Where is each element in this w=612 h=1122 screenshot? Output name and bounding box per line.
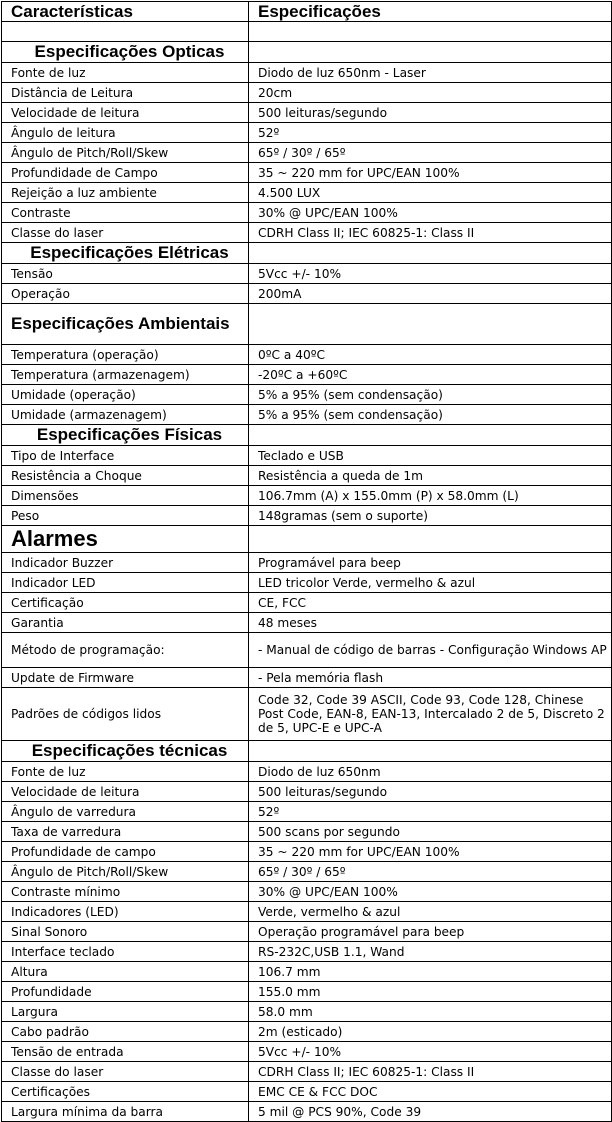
table-row — [2, 183, 612, 203]
specification-cell: 30% @ UPC/EAN 100% — [249, 882, 612, 902]
characteristic-cell: Indicador LED — [2, 573, 249, 593]
table-row — [2, 123, 612, 143]
table-row — [2, 553, 612, 573]
specification-cell: Verde, vermelho & azul — [249, 902, 612, 922]
table-row — [2, 345, 612, 365]
table-row — [2, 633, 612, 668]
section-empty-cell — [249, 304, 612, 345]
characteristic-cell: Fonte de luz — [2, 762, 249, 782]
specification-cell: CDRH Class II; IEC 60825-1: Class II — [249, 223, 612, 243]
section-header-row — [2, 425, 612, 446]
specification-cell: 5Vcc +/- 10% — [249, 1042, 612, 1062]
section-title: Especificações Elétricas — [2, 243, 249, 264]
table-row — [2, 688, 612, 741]
table-row — [2, 1082, 612, 1102]
table-row — [2, 1042, 612, 1062]
table-row — [2, 782, 612, 802]
specification-cell: Code 32, Code 39 ASCII, Code 93, Code 128, Chinese Post Code, EAN-8, EAN-13, Intercalado 2 de 5, Discreto 2 de 5, UPC-E e UPC-A — [249, 688, 612, 741]
section-header-row — [2, 304, 612, 345]
table-row — [2, 1102, 612, 1122]
specification-cell: Programável para beep — [249, 553, 612, 573]
characteristic-cell: Rejeição a luz ambiente — [2, 183, 249, 203]
characteristic-cell: Ângulo de Pitch/Roll/Skew — [2, 143, 249, 163]
specification-cell: - Manual de código de barras - Configuração Windows AP — [249, 633, 612, 668]
specification-cell: 500 scans por segundo — [249, 822, 612, 842]
specification-cell: Operação programável para beep — [249, 922, 612, 942]
specifications-table-body — [2, 2, 612, 1122]
section-header-row — [2, 243, 612, 264]
specification-cell: -20ºC a +60ºC — [249, 365, 612, 385]
characteristic-cell: Ângulo de Pitch/Roll/Skew — [2, 862, 249, 882]
table-row — [2, 63, 612, 83]
section-header-row — [2, 741, 612, 762]
specification-cell: 4.500 LUX — [249, 183, 612, 203]
table-row — [2, 1062, 612, 1082]
table-row — [2, 962, 612, 982]
specification-cell: CDRH Class II; IEC 60825-1: Class II — [249, 1062, 612, 1082]
table-row — [2, 365, 612, 385]
characteristic-cell: Certificação — [2, 593, 249, 613]
characteristic-cell: Fonte de luz — [2, 63, 249, 83]
specification-cell: 2m (esticado) — [249, 1022, 612, 1042]
characteristic-cell: Padrões de códigos lidos — [2, 688, 249, 741]
specification-cell: 200mA — [249, 284, 612, 304]
characteristic-cell: Temperatura (armazenagem) — [2, 365, 249, 385]
table-row — [2, 1002, 612, 1022]
specification-cell: 65º / 30º / 65º — [249, 862, 612, 882]
table-row — [2, 762, 612, 782]
specification-cell: Resistência a queda de 1m — [249, 466, 612, 486]
characteristic-cell: Contraste — [2, 203, 249, 223]
specification-cell: 106.7mm (A) x 155.0mm (P) x 58.0mm (L) — [249, 486, 612, 506]
specification-cell: Diodo de luz 650nm - Laser — [249, 63, 612, 83]
table-row — [2, 573, 612, 593]
characteristic-cell: Umidade (armazenagem) — [2, 405, 249, 425]
characteristic-cell: Taxa de varredura — [2, 822, 249, 842]
characteristic-cell: Classe do laser — [2, 223, 249, 243]
spacer-cell — [2, 22, 249, 42]
specification-cell: 20cm — [249, 83, 612, 103]
table-row — [2, 284, 612, 304]
specification-cell: CE, FCC — [249, 593, 612, 613]
characteristic-cell: Peso — [2, 506, 249, 526]
specification-cell: LED tricolor Verde, vermelho & azul — [249, 573, 612, 593]
specification-cell: 5 mil @ PCS 90%, Code 39 — [249, 1102, 612, 1122]
section-empty-cell — [249, 42, 612, 63]
characteristic-cell: Altura — [2, 962, 249, 982]
characteristic-cell: Temperatura (operação) — [2, 345, 249, 365]
characteristic-cell: Sinal Sonoro — [2, 922, 249, 942]
characteristic-cell: Largura — [2, 1002, 249, 1022]
characteristic-cell: Profundidade — [2, 982, 249, 1002]
table-row — [2, 486, 612, 506]
table-row — [2, 506, 612, 526]
specification-cell: 48 meses — [249, 613, 612, 633]
characteristic-cell: Certificações — [2, 1082, 249, 1102]
characteristic-cell: Velocidade de leitura — [2, 782, 249, 802]
characteristic-cell: Update de Firmware — [2, 668, 249, 688]
section-title: Especificações Físicas — [2, 425, 249, 446]
table-row — [2, 143, 612, 163]
specification-cell: 5% a 95% (sem condensação) — [249, 405, 612, 425]
characteristic-cell: Profundidade de campo — [2, 842, 249, 862]
section-title: Alarmes — [2, 526, 249, 553]
specification-cell: 148gramas (sem o suporte) — [249, 506, 612, 526]
section-empty-cell — [249, 526, 612, 553]
characteristic-cell: Método de programação: — [2, 633, 249, 668]
section-title: Especificações Ambientais — [2, 304, 249, 345]
characteristic-cell: Umidade (operação) — [2, 385, 249, 405]
table-row — [2, 405, 612, 425]
section-header-row — [2, 42, 612, 63]
characteristic-cell: Operação — [2, 284, 249, 304]
table-row — [2, 882, 612, 902]
table-row — [2, 466, 612, 486]
specification-cell: 500 leituras/segundo — [249, 103, 612, 123]
table-row — [2, 822, 612, 842]
characteristic-cell: Profundidade de Campo — [2, 163, 249, 183]
characteristic-cell: Cabo padrão — [2, 1022, 249, 1042]
specification-cell: - Pela memória flash — [249, 668, 612, 688]
characteristic-cell: Ângulo de varredura — [2, 802, 249, 822]
table-row — [2, 862, 612, 882]
section-title: Especificações técnicas — [2, 741, 249, 762]
table-row — [2, 593, 612, 613]
characteristic-cell: Dimensões — [2, 486, 249, 506]
specification-cell: 35 ~ 220 mm for UPC/EAN 100% — [249, 842, 612, 862]
section-empty-cell — [249, 425, 612, 446]
table-row — [2, 446, 612, 466]
spacer-cell — [249, 22, 612, 42]
characteristic-cell: Classe do laser — [2, 1062, 249, 1082]
specification-cell: 5Vcc +/- 10% — [249, 264, 612, 284]
characteristic-cell: Largura mínima da barra — [2, 1102, 249, 1122]
characteristic-cell: Tensão — [2, 264, 249, 284]
specification-cell: 52º — [249, 802, 612, 822]
specification-cell: 58.0 mm — [249, 1002, 612, 1022]
specification-cell: 30% @ UPC/EAN 100% — [249, 203, 612, 223]
specification-cell: RS-232C,USB 1.1, Wand — [249, 942, 612, 962]
section-empty-cell — [249, 741, 612, 762]
table-row — [2, 223, 612, 243]
spacer-row — [2, 22, 612, 42]
header-characteristics: Características — [2, 2, 249, 22]
characteristic-cell: Resistência a Choque — [2, 466, 249, 486]
specification-cell: Diodo de luz 650nm — [249, 762, 612, 782]
characteristic-cell: Indicador Buzzer — [2, 553, 249, 573]
specification-cell: Teclado e USB — [249, 446, 612, 466]
section-title: Especificações Opticas — [2, 42, 249, 63]
section-header-row — [2, 526, 612, 553]
specification-cell: 5% a 95% (sem condensação) — [249, 385, 612, 405]
table-row — [2, 103, 612, 123]
table-row — [2, 922, 612, 942]
table-row — [2, 842, 612, 862]
specification-cell: 65º / 30º / 65º — [249, 143, 612, 163]
specification-cell: 52º — [249, 123, 612, 143]
table-row — [2, 668, 612, 688]
table-row — [2, 163, 612, 183]
table-row — [2, 802, 612, 822]
characteristic-cell: Tipo de Interface — [2, 446, 249, 466]
specification-cell: EMC CE & FCC DOC — [249, 1082, 612, 1102]
specification-cell: 106.7 mm — [249, 962, 612, 982]
characteristic-cell: Interface teclado — [2, 942, 249, 962]
table-header-row — [2, 2, 612, 22]
specifications-table — [1, 1, 612, 1122]
specification-cell: 35 ~ 220 mm for UPC/EAN 100% — [249, 163, 612, 183]
characteristic-cell: Tensão de entrada — [2, 1042, 249, 1062]
table-row — [2, 982, 612, 1002]
table-row — [2, 203, 612, 223]
header-specifications: Especificações — [249, 2, 612, 22]
specification-cell: 500 leituras/segundo — [249, 782, 612, 802]
characteristic-cell: Velocidade de leitura — [2, 103, 249, 123]
table-row — [2, 1022, 612, 1042]
characteristic-cell: Distância de Leitura — [2, 83, 249, 103]
section-empty-cell — [249, 243, 612, 264]
table-row — [2, 942, 612, 962]
table-row — [2, 385, 612, 405]
specification-cell: 155.0 mm — [249, 982, 612, 1002]
table-row — [2, 613, 612, 633]
characteristic-cell: Contraste mínimo — [2, 882, 249, 902]
characteristic-cell: Indicadores (LED) — [2, 902, 249, 922]
characteristic-cell: Garantia — [2, 613, 249, 633]
characteristic-cell: Ângulo de leitura — [2, 123, 249, 143]
table-row — [2, 83, 612, 103]
specification-cell: 0ºC a 40ºC — [249, 345, 612, 365]
table-row — [2, 264, 612, 284]
table-row — [2, 902, 612, 922]
